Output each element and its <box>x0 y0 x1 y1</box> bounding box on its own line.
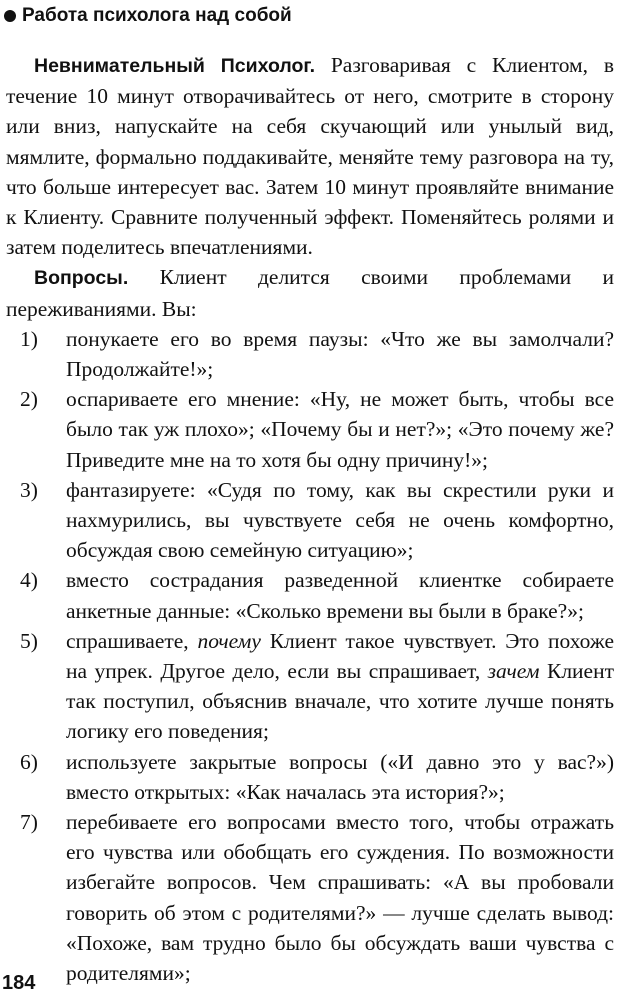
paragraph-text: Клиент делится своими проблемами и переживаниями. Вы: <box>6 265 614 321</box>
item-text <box>66 626 614 747</box>
item-text: вместо сострадания разведенной клиентке собираете анкетные данные: «Сколько времени вы были в браке?»; <box>66 568 614 623</box>
item-text-part: Клиент так поступил, объяснив вначале, что хотите лучше понять логику его поведения; <box>66 659 615 744</box>
paragraph-lead: Невнимательный Психолог. <box>34 55 315 77</box>
paragraph-inattentive-psychologist <box>6 50 614 262</box>
paragraph-text: Разговаривая с Клиентом, в течение 10 минут отворачивайтесь от него, смотрите в сторону или вниз, напускайте на себя скучающий или унылый вид, мямлите, формально поддакивайте, меняйте тему разговора на ту, что больше интересует вас. Затем 10 минут проявляйте внимание к Клиенту. Сравните полученный эффект. Поменяйтесь ролями и затем поделитесь впечатлениями. <box>6 53 614 260</box>
list-item <box>6 626 614 747</box>
list-item <box>6 565 614 625</box>
item-number: 2) <box>20 387 38 412</box>
emphasis-what-for: зачем <box>487 659 540 684</box>
header-title: Работа психолога над собой <box>22 5 292 26</box>
paragraph-questions <box>6 262 614 323</box>
item-number: 6) <box>20 749 38 774</box>
item-text-part: спрашиваете, <box>66 628 189 653</box>
page-number: 184 <box>2 972 36 994</box>
item-text: понукаете его во время паузы: «Что же вы замолчали? Продолжайте!»; <box>66 326 614 382</box>
page-body <box>6 50 614 988</box>
bullet-icon <box>4 10 16 22</box>
item-text: фантазируете: «Судя по тому, как вы скрестили руки и нахмурились, вы чувствуете себя не очень комфортно, обсуждая свою семейную ситуацию»; <box>66 477 614 563</box>
item-number: 7) <box>20 810 38 835</box>
list-item <box>6 747 614 807</box>
item-number: 4) <box>20 568 38 593</box>
list-item <box>6 324 614 384</box>
item-text-part: Клиент такое чувствует. Это похоже на упрек. Другое дело, если вы спрашивает, <box>66 628 615 684</box>
item-text: используете закрытые вопросы («И давно это у вас?») вместо открытых: «Как началась эта история?»; <box>66 749 614 804</box>
paragraph-lead: Вопросы. <box>34 267 129 290</box>
item-number: 3) <box>20 477 38 502</box>
item-number: 5) <box>20 628 38 653</box>
list-item <box>6 475 614 566</box>
running-header <box>4 2 616 30</box>
list-item <box>6 384 614 475</box>
item-text: оспариваете его мнение: «Ну, не может быть, чтобы все было так уж плохо»; «Почему бы и нет?»; «Это почему же? Приведите мне на то хотя бы одну причину!»; <box>66 387 614 472</box>
emphasis-why: почему <box>197 628 261 653</box>
numbered-list <box>6 324 614 988</box>
item-number: 1) <box>20 326 38 351</box>
item-text: перебиваете его вопросами вместо того, чтобы отражать его чувства или обобщать его суждения. По возможности избегайте вопросов. Чем спрашивать: «А вы пробовали говорить об этом с родителями?» — лучше сделать вывод: «Похоже, вам трудно было бы обсуждать ваши чувства с родителями»; <box>66 810 614 986</box>
list-item <box>6 807 614 988</box>
